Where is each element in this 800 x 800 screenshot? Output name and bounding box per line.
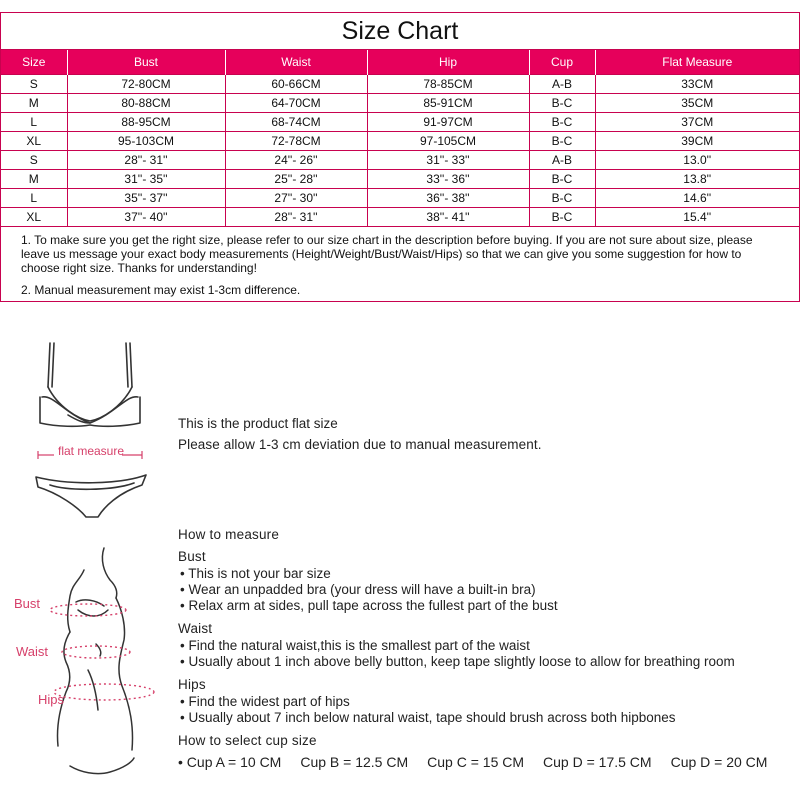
section-heading: Hips xyxy=(178,677,206,692)
table-cell: 28''- 31'' xyxy=(225,208,367,227)
howto-title: How to measure xyxy=(178,527,280,542)
cup-size-item: Cup D = 20 CM xyxy=(670,754,768,770)
table-cell: B-C xyxy=(529,189,595,208)
table-cell: 88-95CM xyxy=(67,113,225,132)
column-header: Cup xyxy=(529,50,595,75)
bullet: • Usually about 1 inch above belly button, keep tape slightly loose to allow for breathing room xyxy=(180,654,735,669)
table-cell: XL xyxy=(1,208,67,227)
cup-size-list xyxy=(178,753,786,771)
table-cell: 31''- 35'' xyxy=(67,170,225,189)
column-header: Size xyxy=(1,50,67,75)
table-cell: 64-70CM xyxy=(225,94,367,113)
body-silhouette-illustration xyxy=(0,540,170,790)
cup-size-item: Cup C = 15 CM xyxy=(427,754,525,770)
hips-label: Hips xyxy=(38,692,65,707)
table-cell: B-C xyxy=(529,113,595,132)
table-row xyxy=(1,208,799,227)
table-cell: 33CM xyxy=(595,75,799,94)
table-cell: 36''- 38'' xyxy=(367,189,529,208)
table-cell: 33''- 36'' xyxy=(367,170,529,189)
table-row xyxy=(1,132,799,151)
note: 1. To make sure you get the right size, please refer to our size chart in the description before buying. If you are not sure about size, please leave us message your exact body measurements (Height/Weight/Bust/Waist/Hips) so that we can give you some suggestion for how to choose right size. Thanks for understanding! xyxy=(21,233,753,275)
cup-size-item: Cup D = 17.5 CM xyxy=(543,754,652,770)
table-cell: M xyxy=(1,170,67,189)
table-cell: 25''- 28'' xyxy=(225,170,367,189)
table-header-row xyxy=(1,50,799,75)
cup-size-item: Cup B = 12.5 CM xyxy=(300,754,409,770)
table-cell: 37''- 40'' xyxy=(67,208,225,227)
table-cell: 91-97CM xyxy=(367,113,529,132)
bullet: • Relax arm at sides, pull tape across the fullest part of the bust xyxy=(180,598,558,613)
column-header: Flat Measure xyxy=(595,50,799,75)
section-heading: Bust xyxy=(178,549,206,564)
table-cell: 38''- 41'' xyxy=(367,208,529,227)
flat-bra-illustration xyxy=(28,335,168,525)
table-cell: B-C xyxy=(529,132,595,151)
table-cell: 27''- 30'' xyxy=(225,189,367,208)
size-chart xyxy=(0,12,800,302)
bullet: • Find the natural waist,this is the smallest part of the waist xyxy=(180,638,530,653)
table-cell: 31''- 33'' xyxy=(367,151,529,170)
flat-measure-label: flat measure xyxy=(58,444,125,458)
table-cell: A-B xyxy=(529,75,595,94)
chart-title: Size Chart xyxy=(1,13,799,50)
section-heading: Waist xyxy=(178,621,213,636)
how-to-measure xyxy=(178,525,786,771)
table-cell: XL xyxy=(1,132,67,151)
table-cell: 85-91CM xyxy=(367,94,529,113)
table-row xyxy=(1,113,799,132)
bullet: • Find the widest part of hips xyxy=(180,694,350,709)
bullet: • Wear an unpadded bra (your dress will have a built-in bra) xyxy=(180,582,536,597)
table-cell: 72-80CM xyxy=(67,75,225,94)
table-cell: 78-85CM xyxy=(367,75,529,94)
table-cell: 97-105CM xyxy=(367,132,529,151)
column-header: Hip xyxy=(367,50,529,75)
cup-size-heading: How to select cup size xyxy=(178,733,317,748)
bust-label: Bust xyxy=(14,596,41,611)
table-cell: 80-88CM xyxy=(67,94,225,113)
table-cell: 28''- 31'' xyxy=(67,151,225,170)
table-cell: 15.4'' xyxy=(595,208,799,227)
table-cell: S xyxy=(1,75,67,94)
table-cell: M xyxy=(1,94,67,113)
table-row xyxy=(1,75,799,94)
table-cell: 95-103CM xyxy=(67,132,225,151)
table-row xyxy=(1,189,799,208)
table-cell: 35CM xyxy=(595,94,799,113)
note: 2. Manual measurement may exist 1-3cm difference. xyxy=(21,283,301,297)
table-cell: 14.6'' xyxy=(595,189,799,208)
table-cell: L xyxy=(1,113,67,132)
column-header: Waist xyxy=(225,50,367,75)
waist-label: Waist xyxy=(16,644,49,659)
table-cell: B-C xyxy=(529,208,595,227)
size-table xyxy=(1,50,799,226)
table-cell: A-B xyxy=(529,151,595,170)
chart-notes xyxy=(1,226,799,301)
table-row xyxy=(1,151,799,170)
table-cell: 37CM xyxy=(595,113,799,132)
table-cell: 72-78CM xyxy=(225,132,367,151)
table-cell: L xyxy=(1,189,67,208)
flat-info-line1: This is the product flat size xyxy=(178,416,338,431)
table-cell: 13.0'' xyxy=(595,151,799,170)
table-row xyxy=(1,94,799,113)
table-cell: S xyxy=(1,151,67,170)
bullet: • This is not your bar size xyxy=(180,566,331,581)
table-cell: 35''- 37'' xyxy=(67,189,225,208)
flat-info-line2: Please allow 1-3 cm deviation due to manual measurement. xyxy=(178,437,542,452)
table-cell: 68-74CM xyxy=(225,113,367,132)
table-row xyxy=(1,170,799,189)
table-cell: 39CM xyxy=(595,132,799,151)
cup-size-item: • Cup A = 10 CM xyxy=(178,754,282,770)
table-cell: 24''- 26'' xyxy=(225,151,367,170)
table-cell: B-C xyxy=(529,170,595,189)
flat-size-info xyxy=(178,413,542,455)
table-cell: B-C xyxy=(529,94,595,113)
column-header: Bust xyxy=(67,50,225,75)
bullet: • Usually about 7 inch below natural waist, tape should brush across both hipbones xyxy=(180,710,676,725)
table-cell: 13.8'' xyxy=(595,170,799,189)
table-cell: 60-66CM xyxy=(225,75,367,94)
